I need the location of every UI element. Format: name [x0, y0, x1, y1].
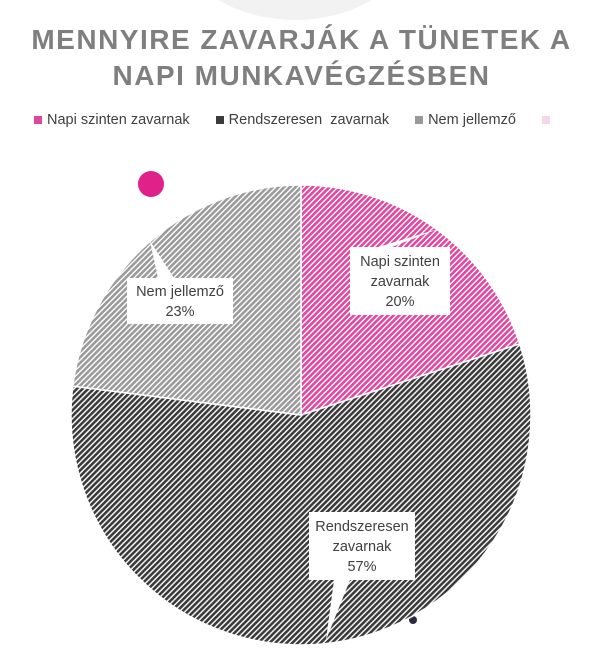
data-label-text: zavarnak: [370, 274, 430, 290]
data-label-value: 57%: [347, 559, 377, 575]
data-label-text: Napi szinten: [360, 254, 440, 270]
legend-label-nem-jellemzo: Nem jellemző: [428, 112, 516, 128]
pink-dot-decoration: [138, 171, 164, 197]
data-label-value: 23%: [165, 304, 195, 320]
data-label-text: zavarnak: [332, 539, 392, 555]
data-label-text: Rendszeresen: [315, 519, 409, 535]
chart-title-line-1: MENNYIRE ZAVARJÁK A TÜNETEK A: [31, 24, 572, 55]
chart-title-line-2: NAPI MUNKAVÉGZÉSBEN: [112, 60, 491, 91]
legend-label-napi: Napi szinten zavarnak: [47, 112, 190, 128]
data-label-value: 20%: [385, 294, 415, 310]
data-label-text: Nem jellemző: [136, 284, 224, 300]
legend-label-rendszeresen: Rendszeresen zavarnak: [228, 112, 390, 128]
